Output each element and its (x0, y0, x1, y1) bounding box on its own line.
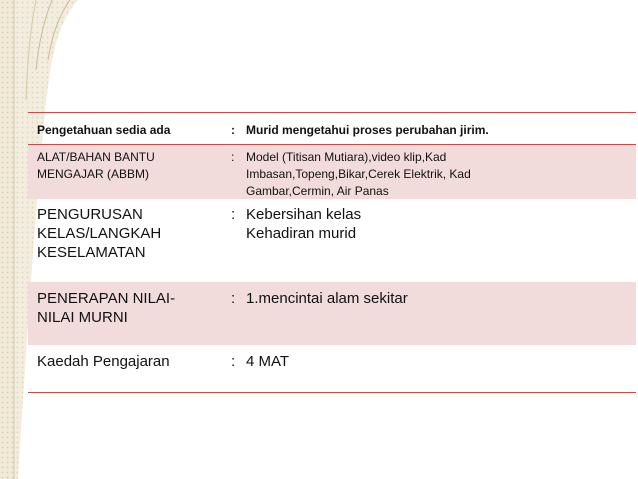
table-row (28, 112, 636, 145)
row-value: Murid mengetahui proses perubahan jirim. (246, 123, 489, 137)
table-row (28, 345, 636, 393)
row-value: 1.mencintai alam sekitar (246, 290, 408, 307)
row-value: 4 MAT (246, 353, 290, 370)
row-colon: : (231, 290, 236, 307)
row-colon: : (231, 123, 235, 137)
row-value: Kebersihan kelas Kehadiran murid (246, 206, 362, 242)
lesson-info-table (28, 112, 636, 393)
row-colon: : (231, 353, 236, 370)
table-row (28, 282, 636, 345)
row-label: Kaedah Pengajaran (37, 353, 170, 370)
row-colon: : (231, 150, 235, 164)
row-label: ALAT/BAHAN BANTU MENGAJAR (ABBM) (37, 150, 155, 181)
row-value: Model (Titisan Mutiara),video klip,Kad Imbasan,Topeng,Bikar,Cerek Elektrik, Kad Gambar,Cermin, Air Panas (246, 150, 471, 198)
table-row (28, 199, 636, 282)
row-label: PENERAPAN NILAI- NILAI MURNI (37, 290, 176, 326)
row-label: Pengetahuan sedia ada (37, 123, 171, 137)
row-colon: : (231, 206, 236, 223)
table-row (28, 145, 636, 199)
row-label: PENGURUSAN KELAS/LANGKAH KESELAMATAN (37, 206, 162, 261)
